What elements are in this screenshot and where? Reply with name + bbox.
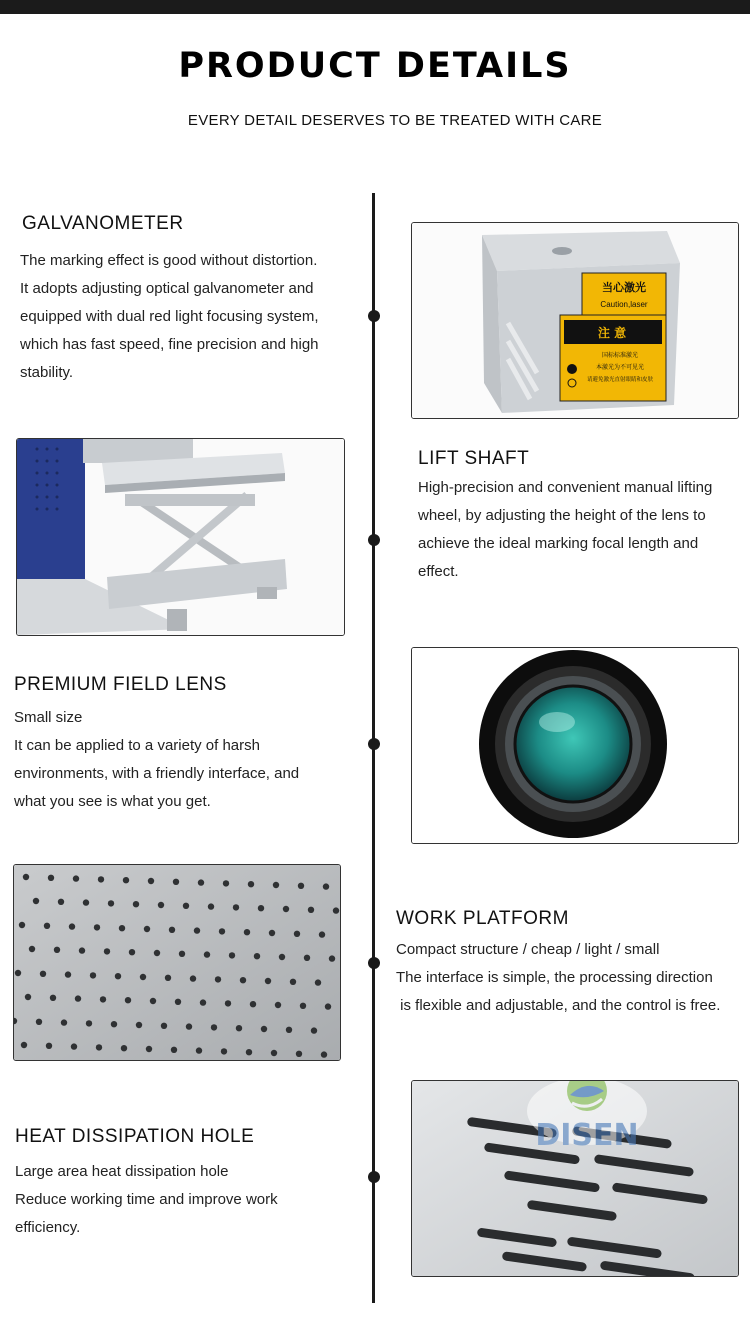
text-line: The marking effect is good without distortion. [20, 252, 318, 269]
text-line: environments, with a friendly interface, and [14, 765, 300, 782]
text-line: what you see is what you get. [14, 793, 211, 810]
section-text-lift-shaft [418, 474, 712, 586]
text-line: Compact structure / cheap / light / small [396, 941, 660, 958]
caution-label-en: Caution,laser [600, 300, 648, 309]
section-text-field-lens [14, 704, 299, 816]
text-line: Reduce working time and improve work [15, 1191, 278, 1208]
text-line: achieve the ideal marking focal length and [418, 535, 699, 552]
lift-shaft-illustration [17, 439, 344, 635]
heat-dissipation-illustration [412, 1081, 738, 1276]
section-text-galvanometer [20, 247, 319, 387]
text-line: equipped with dual red light focusing system, [20, 308, 319, 325]
timeline-dot [368, 1171, 380, 1183]
field-lens-image [411, 647, 739, 844]
page-subtitle: EVERY DETAIL DESERVES TO BE TREATED WITH CARE [187, 112, 603, 129]
text-line: wheel, by adjusting the height of the lens to [418, 507, 706, 524]
text-line: Large area heat dissipation hole [15, 1163, 229, 1180]
work-platform-image [13, 864, 341, 1061]
text-line: efficiency. [15, 1219, 81, 1236]
timeline-dot [368, 534, 380, 546]
work-platform-illustration [14, 865, 340, 1060]
text-line: High-precision and convenient manual lifting [418, 479, 713, 496]
text-line: The interface is simple, the processing direction [396, 969, 713, 986]
timeline-dot [368, 738, 380, 750]
heat-dissipation-image [411, 1080, 739, 1277]
caution-label-zh: 当心激光 [602, 281, 646, 294]
page-title: PRODUCT DETAILS [178, 46, 572, 86]
field-lens-illustration [412, 648, 738, 843]
top-bar [0, 0, 750, 14]
section-title-work-platform: WORK PLATFORM [396, 908, 569, 929]
text-line: effect. [418, 563, 459, 580]
section-title-lift-shaft: LIFT SHAFT [418, 448, 530, 469]
section-title-field-lens: PREMIUM FIELD LENS [14, 674, 227, 695]
disen-logo-icon [527, 1081, 647, 1153]
text-line: It can be applied to a variety of harsh [14, 737, 260, 754]
warning-line: 国标标准激光 [601, 352, 639, 359]
text-line: Small size [14, 709, 83, 726]
section-text-heat-dissipation [15, 1158, 278, 1242]
galvanometer-image [411, 222, 739, 419]
disen-watermark-text: DISEN [535, 1118, 639, 1153]
text-line: is flexible and adjustable, and the control is free. [396, 997, 721, 1014]
section-title-galvanometer: GALVANOMETER [22, 213, 184, 234]
warning-line: 本激光为不可见光 [595, 364, 645, 371]
timeline-dot [368, 957, 380, 969]
lift-shaft-image [16, 438, 345, 636]
text-line: stability. [20, 364, 74, 381]
notice-label: 注 意 [597, 326, 627, 340]
section-title-heat-dissipation: HEAT DISSIPATION HOLE [15, 1126, 255, 1147]
timeline-dot [368, 310, 380, 322]
warning-line: 请避免激光直射眼睛和皮肤 [586, 377, 654, 383]
text-line: It adopts adjusting optical galvanometer and [20, 280, 314, 297]
galvanometer-illustration [412, 223, 738, 418]
section-text-work-platform [396, 936, 720, 1020]
text-line: which has fast speed, fine precision and high [20, 336, 319, 353]
